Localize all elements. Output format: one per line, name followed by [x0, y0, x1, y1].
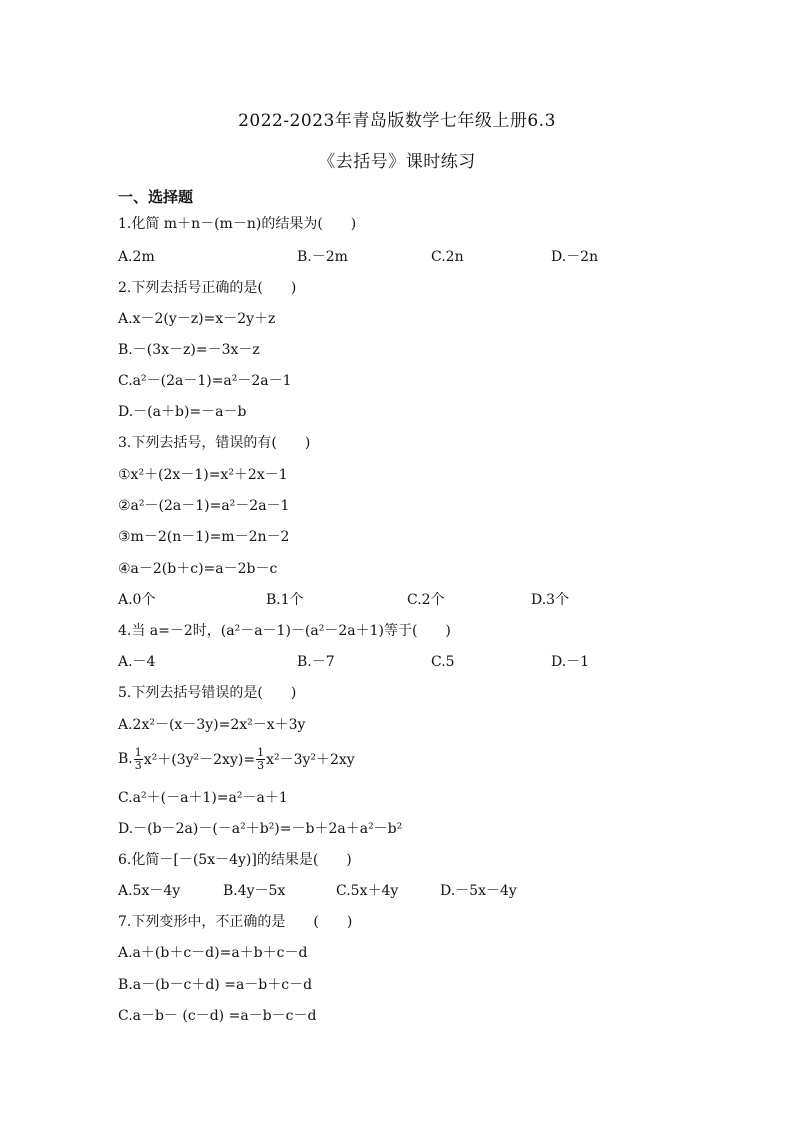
question-5-option-d: D.－(b－2a)－(－a²＋b²)=－b＋2a＋a²－b²	[118, 821, 403, 837]
question-6-option-b: B.4y－5x	[223, 883, 286, 899]
question-3-option-b: B.1个	[266, 592, 304, 608]
question-1-option-d: D.－2n	[551, 249, 599, 265]
fraction-numerator: 1	[134, 745, 142, 759]
question-2-option-b: B.－(3x－z)=－3x－z	[118, 342, 260, 358]
question-1-option-a: A.2m	[118, 249, 155, 265]
question-7-option-a: A.a＋(b＋c－d)=a＋b＋c－d	[118, 945, 308, 961]
question-3-option-d: D.3个	[531, 592, 570, 608]
option-b-end: x²－3y²＋2xy	[266, 752, 355, 768]
question-3-stem: 3.下列去括号，错误的有( )	[118, 435, 311, 451]
question-2-stem: 2.下列去括号正确的是( )	[118, 280, 297, 296]
fraction-numerator-rhs: 1	[257, 745, 265, 759]
question-1-option-c: C.2n	[431, 249, 464, 265]
fraction-one-third	[134, 747, 143, 772]
question-4-stem: 4.当 a=－2时，(a²－a－1)－(a²－2a＋1)等于( )	[118, 623, 451, 639]
question-4-option-b: B.－7	[297, 654, 335, 670]
question-1-stem: 1.化简 m＋n－(m－n)的结果为( )	[118, 216, 357, 232]
question-2-option-c: C.a²－(2a－1)=a²－2a－1	[118, 373, 292, 389]
question-4-option-c: C.5	[431, 654, 455, 670]
question-3-item-3: ③m－2(n－1)=m－2n－2	[118, 529, 290, 545]
fraction-denominator: 3	[134, 758, 142, 772]
question-3-item-1: ①x²＋(2x－1)=x²＋2x－1	[118, 467, 288, 483]
question-6-option-c: C.5x＋4y	[336, 883, 399, 899]
fraction-one-third-rhs	[256, 747, 265, 772]
section-heading: 一、选择题	[118, 188, 194, 206]
question-3-item-2: ②a²－(2a－1)=a²－2a－1	[118, 498, 290, 514]
question-3-item-4: ④a－2(b＋c)=a－2b－c	[118, 561, 278, 577]
question-4-option-a: A.－4	[118, 654, 156, 670]
question-6-stem: 6.化简－[－(5x－4y)]的结果是( )	[118, 852, 352, 868]
question-5-option-a: A.2x²－(x－3y)=2x²－x＋3y	[118, 717, 306, 733]
question-1-option-b: B.－2m	[297, 249, 348, 265]
question-7-option-c: C.a－b－ (c－d) =a－b－c－d	[118, 1008, 317, 1024]
worksheet-title: 2022-2023年青岛版数学七年级上册6.3	[238, 111, 556, 131]
question-2-option-d: D.－(a＋b)=－a－b	[118, 404, 247, 420]
question-3-option-a: A.0个	[118, 592, 156, 608]
question-4-option-d: D.－1	[551, 654, 590, 670]
option-b-middle: x²＋(3y²－2xy)=	[143, 752, 256, 768]
fraction-denominator-rhs: 3	[257, 758, 265, 772]
question-5-stem: 5.下列去括号错误的是( )	[118, 685, 297, 701]
question-3-option-c: C.2个	[407, 592, 445, 608]
question-2-option-a: A.x－2(y－z)=x－2y＋z	[118, 311, 276, 327]
question-6-option-d: D.－5x－4y	[440, 883, 517, 899]
option-b-prefix: B.	[118, 751, 133, 767]
question-7-stem: 7.下列变形中，不正确的是 ( )	[118, 914, 353, 930]
question-5-option-c: C.a²＋(－a＋1)=a²－a＋1	[118, 790, 288, 806]
worksheet-subtitle: 《去括号》课时练习	[318, 152, 476, 172]
question-5-option-b	[118, 741, 355, 777]
question-6-option-a: A.5x－4y	[118, 883, 181, 899]
question-7-option-b: B.a－(b－c＋d) =a－b＋c－d	[118, 977, 313, 993]
